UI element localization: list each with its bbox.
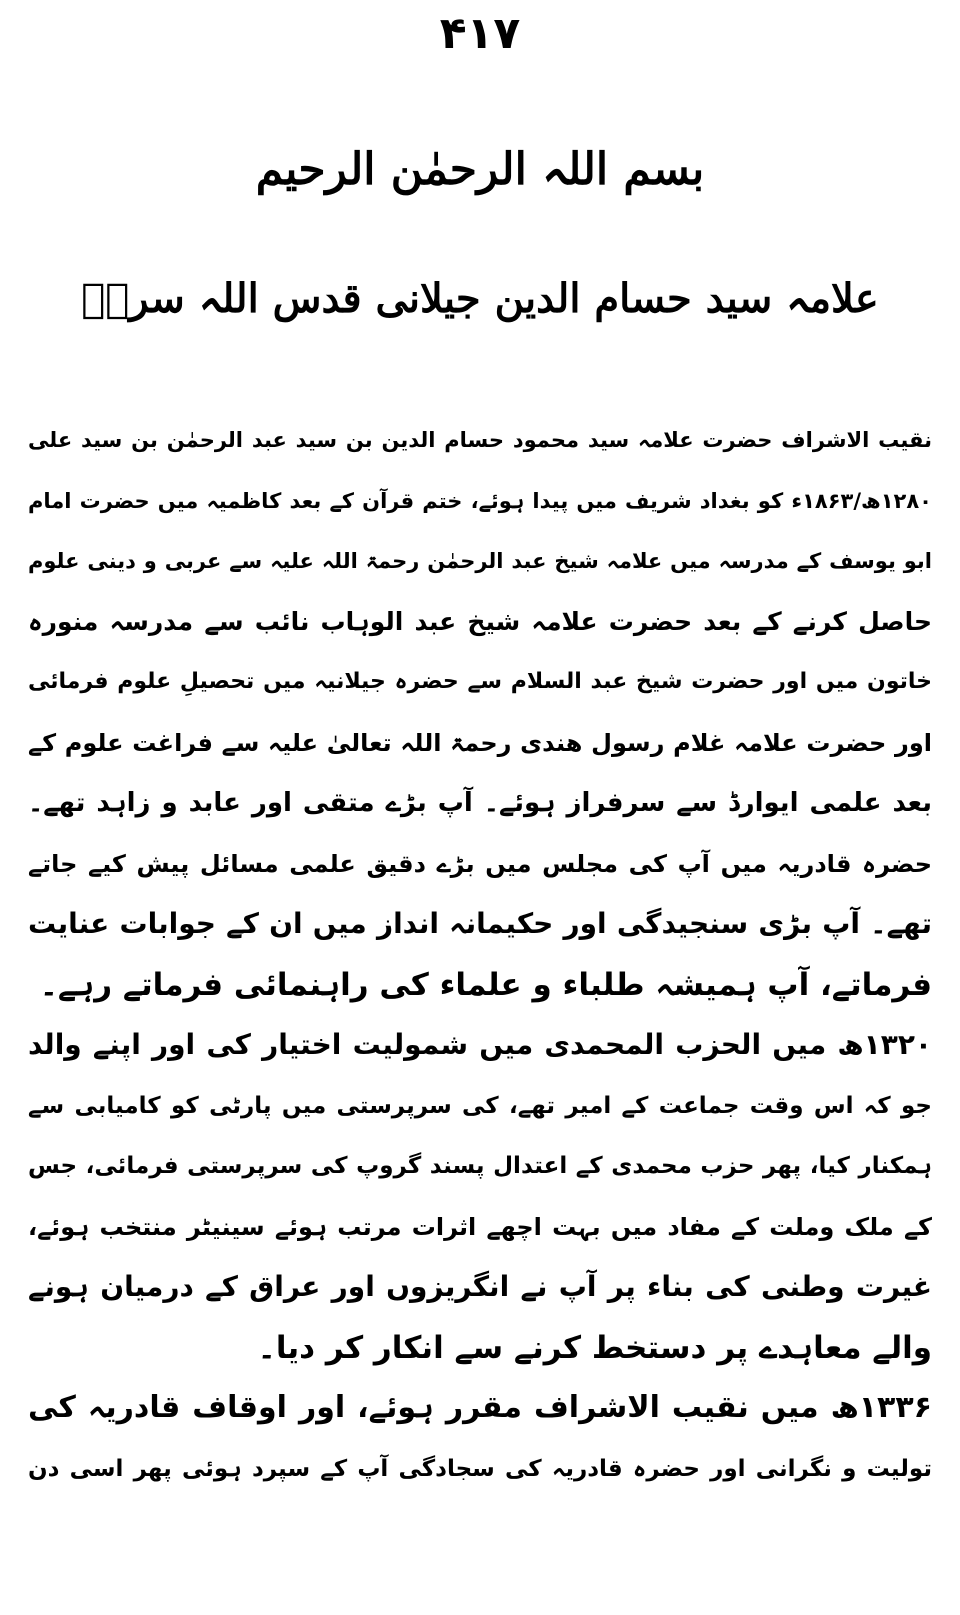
text-line: کے ملک وملت کے مفاد میں بہت اچھے اثرات مرتب ہوئے سینیٹر منتخب ہوئے، — [28, 1212, 932, 1241]
body-text — [28, 410, 932, 1499]
article-title: علامہ سید حسام الدین جیلانی قدس اللہ سرہٗ — [81, 275, 879, 322]
text-line: غیرت وطنی کی بناء پر آپ نے انگریزوں اور عراق کے درمیان ہونے — [28, 1270, 932, 1303]
text-line: حضرہ قادریہ میں آپ کی مجلس میں بڑے دقیق علمی مسائل پیش کیے جاتے — [28, 849, 932, 878]
text-line: ابو یوسف کے مدرسہ میں علامہ شیخ عبد الرحمٰن رحمۃ اللہ علیہ سے عربی و دینی علوم — [28, 549, 932, 573]
text-line: نقیب الاشراف حضرت علامہ سید محمود حسام الدین بن سید عبد الرحمٰن بن سید علی — [28, 428, 932, 452]
text-line: ۱۳۳۶ھ میں نقیب الاشراف مقرر ہوئے، اور اوقاف قادریہ کی — [28, 1390, 932, 1425]
text-line: ۱۲۸۰ھ/۱۸۶۳ء کو بغداد شریف میں پیدا ہوئے، ختم قرآن کے بعد کاظمیہ میں حضرت امام — [28, 488, 932, 513]
text-line: جو کہ اس وقت جماعت کے امیر تھے، کی سرپرستی میں پارٹی کو کامیابی سے — [28, 1092, 932, 1119]
page-number: ۴۱۷ — [439, 8, 521, 59]
bismillah-heading: بسم اللہ الرحمٰن الرحیم — [255, 144, 705, 195]
text-line: اور حضرت علامہ غلام رسول ھندی رحمۃ اللہ تعالیٰ علیہ سے فراغت علوم کے — [28, 728, 932, 757]
text-line: والے معاہدے پر دستخط کرنے سے انکار کر دیا۔ — [257, 1329, 932, 1366]
text-line: تولیت و نگرانی اور حضرہ قادریہ کی سجادگی آپ کے سپرد ہوئی پھر اسی دن — [28, 1455, 932, 1482]
text-line: فرماتے، آپ ہمیشہ طلباء و علماء کی راہنمائی فرماتے رہے۔ — [39, 966, 932, 1003]
text-line: ۱۳۲۰ھ میں الحزب المحمدی میں شمولیت اختیار کی اور اپنے والد — [28, 1028, 932, 1061]
text-line: بعد علمی ایوارڈ سے سرفراز ہوئے۔ آپ بڑے متقی اور عابد و زاہد تھے۔ — [28, 788, 932, 818]
text-line: تھے۔ آپ بڑی سنجیدگی اور حکیمانہ انداز میں ان کے جوابات عنایت — [28, 907, 932, 940]
text-line: حاصل کرنے کے بعد حضرت علامہ شیخ عبد الوہاب نائب سے مدرسہ منورہ — [28, 606, 932, 636]
text-line: ہمکنار کیا، پھر حزب محمدی کے اعتدال پسند گروپ کی سرپرستی فرمائی، جس — [28, 1153, 932, 1179]
text-line: خاتون میں اور حضرت شیخ عبد السلام سے حضرہ جیلانیہ میں تحصیلِ علوم فرمائی — [28, 669, 932, 694]
